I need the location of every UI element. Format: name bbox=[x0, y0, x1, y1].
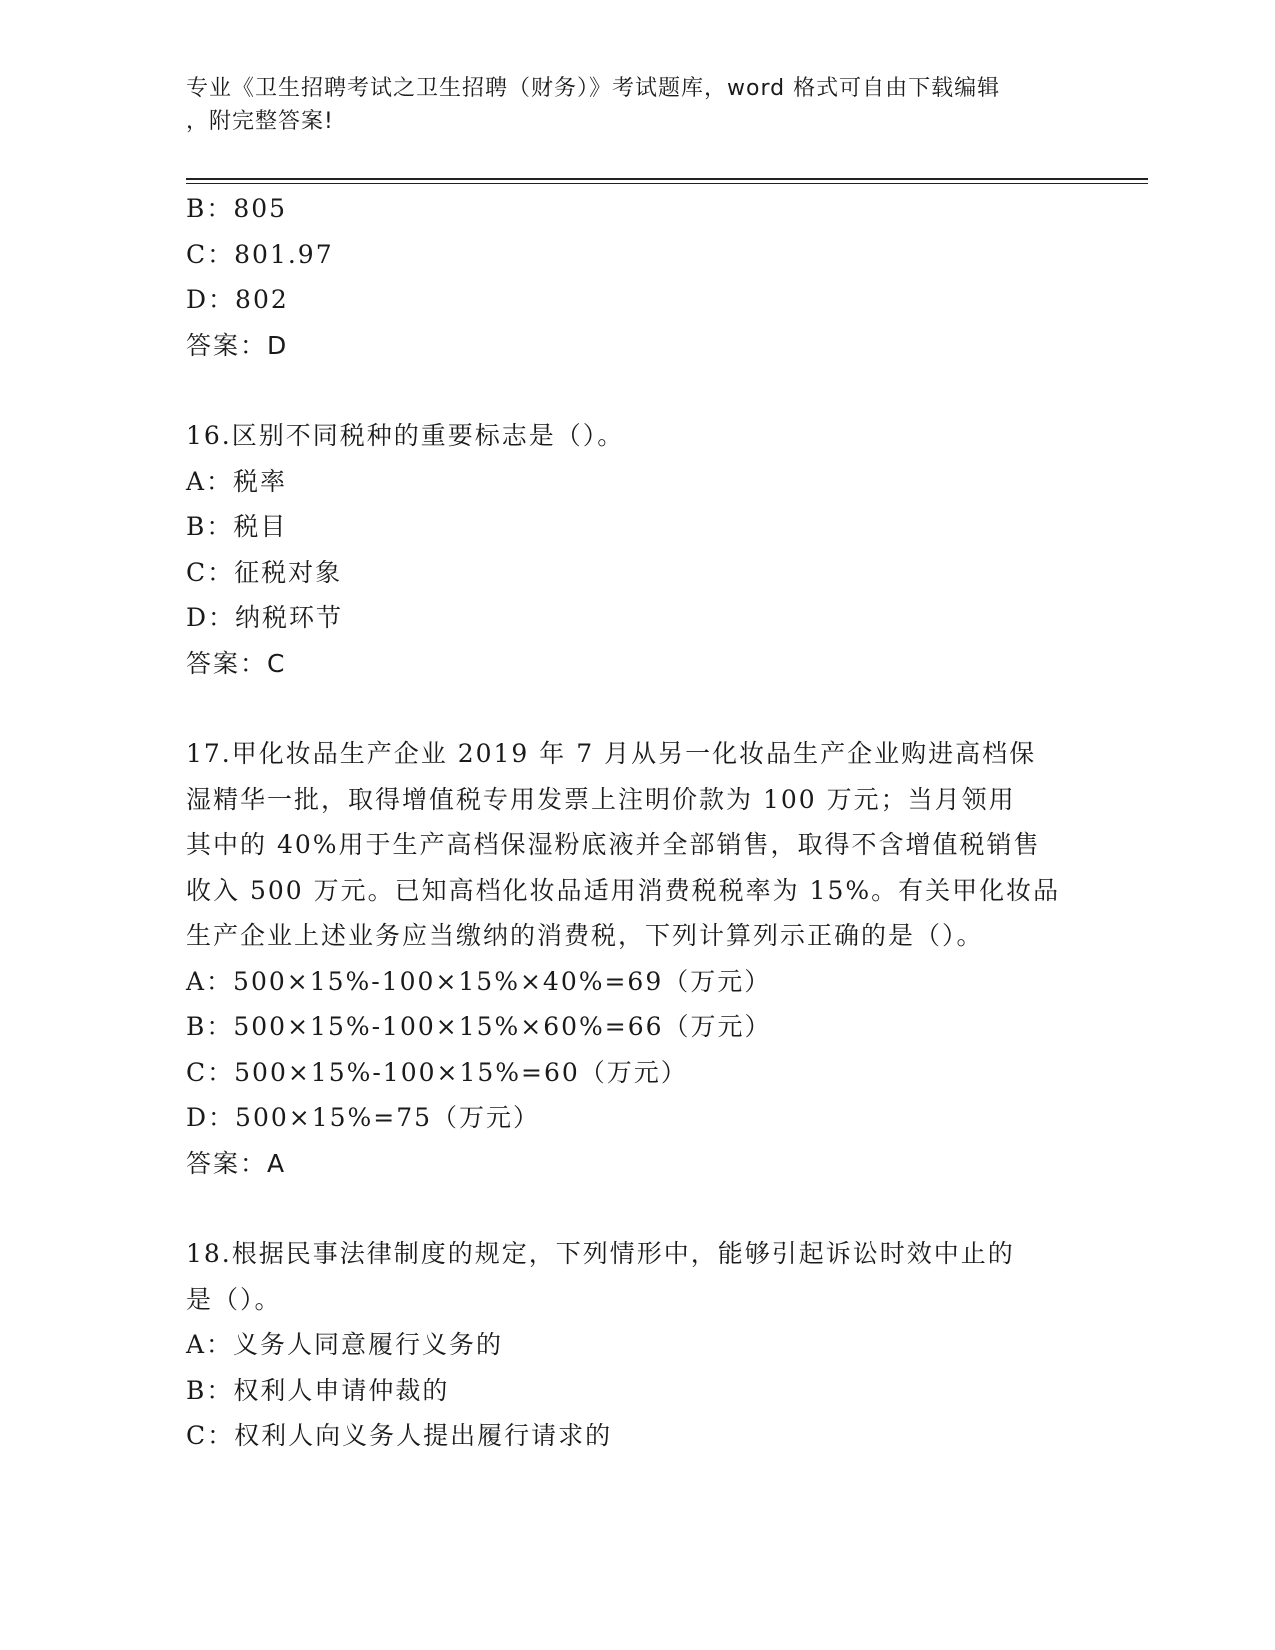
question-text: 生产企业上述业务应当缴纳的消费税，下列计算列示正确的是（）。 bbox=[186, 921, 984, 950]
spacer bbox=[186, 686, 1086, 731]
option-b: B：500×15%-100×15%×60%=66（万元） bbox=[186, 1012, 772, 1041]
option-c: C：801.97 bbox=[186, 239, 334, 269]
header-line-1: 专业《卫生招聘考试之卫生招聘（财务）》考试题库，word 格式可自由下载编辑 bbox=[186, 76, 1001, 101]
question-text: 其中的 40%用于生产高档保湿粉底液并全部销售，取得不含增值税销售 bbox=[186, 830, 1041, 859]
question-text: 是（）。 bbox=[186, 1284, 282, 1314]
answer-line: 答案：D bbox=[186, 330, 289, 360]
option-a: A：500×15%-100×15%×40%=69（万元） bbox=[186, 966, 772, 996]
header-line-2: ，附完整答案! bbox=[186, 109, 334, 134]
document-body bbox=[186, 186, 1086, 1459]
option-c: C：500×15%-100×15%=60（万元） bbox=[186, 1057, 688, 1087]
question-18 bbox=[186, 1231, 1086, 1459]
option-b: B：805 bbox=[186, 194, 288, 223]
header-divider-thin bbox=[186, 183, 1148, 184]
answer-line: 答案：A bbox=[186, 1148, 287, 1178]
option-c: C：征税对象 bbox=[186, 557, 343, 587]
option-d: D：500×15%=75（万元） bbox=[186, 1103, 541, 1132]
question-text: 湿精华一批，取得增值税专用发票上注明价款为 100 万元；当月领用 bbox=[186, 784, 1016, 814]
question-text: 16.区别不同税种的重要标志是（）。 bbox=[186, 421, 625, 450]
spacer bbox=[186, 368, 1086, 413]
question-text: 18.根据民事法律制度的规定，下列情形中，能够引起诉讼时效中止的 bbox=[186, 1239, 1015, 1268]
option-b: B：权利人申请仲裁的 bbox=[186, 1375, 450, 1405]
spacer bbox=[186, 1186, 1086, 1231]
option-a: A：税率 bbox=[186, 466, 288, 496]
question-16 bbox=[186, 413, 1086, 686]
answer-line: 答案：C bbox=[186, 648, 287, 678]
page-header bbox=[186, 72, 1066, 138]
option-c: C：权利人向义务人提出履行请求的 bbox=[186, 1421, 613, 1450]
option-d: D：纳税环节 bbox=[186, 603, 344, 632]
option-d: D：802 bbox=[186, 285, 289, 314]
question-15-tail bbox=[186, 186, 1086, 368]
option-a: A：义务人同意履行义务的 bbox=[186, 1330, 504, 1359]
question-text: 17.甲化妆品生产企业 2019 年 7 月从另一化妆品生产企业购进高档保 bbox=[186, 739, 1037, 768]
header-divider bbox=[186, 178, 1148, 180]
question-17 bbox=[186, 731, 1086, 1186]
option-b: B：税目 bbox=[186, 512, 288, 541]
question-text: 收入 500 万元。已知高档化妆品适用消费税税率为 15%。有关甲化妆品 bbox=[186, 875, 1061, 905]
